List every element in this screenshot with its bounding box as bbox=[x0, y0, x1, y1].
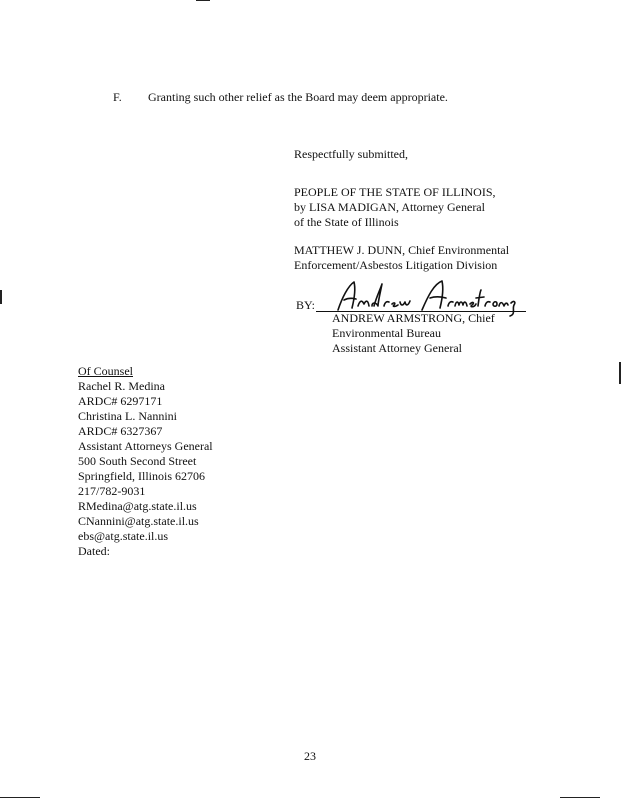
counsel-line: Christina L. Nannini bbox=[78, 409, 177, 423]
scan-mark-left bbox=[0, 290, 2, 304]
people-line: of the State of Illinois bbox=[294, 215, 399, 229]
counsel-line: ARDC# 6297171 bbox=[78, 394, 163, 408]
counsel-line: Rachel R. Medina bbox=[78, 379, 165, 393]
signer-line: Assistant Attorney General bbox=[332, 341, 462, 355]
counsel-line: Assistant Attorneys General bbox=[78, 439, 213, 453]
signer-line: Environmental Bureau bbox=[332, 326, 441, 340]
scan-mark-right bbox=[619, 362, 621, 384]
scan-mark-top bbox=[196, 0, 210, 1]
page-number: 23 bbox=[304, 749, 316, 763]
people-block bbox=[294, 185, 496, 230]
counsel-line: ARDC# 6327367 bbox=[78, 424, 163, 438]
relief-item bbox=[113, 90, 448, 104]
division-line: Enforcement/Asbestos Litigation Division bbox=[294, 258, 498, 272]
relief-letter: F. bbox=[113, 90, 122, 104]
counsel-heading: Of Counsel bbox=[78, 364, 133, 378]
dated-label: Dated: bbox=[78, 544, 110, 558]
people-line: by LISA MADIGAN, Attorney General bbox=[294, 200, 485, 214]
counsel-email: CNannini@atg.state.il.us bbox=[78, 514, 199, 528]
counsel-email: RMedina@atg.state.il.us bbox=[78, 499, 197, 513]
closing: Respectfully submitted, bbox=[294, 147, 408, 161]
division-line: MATTHEW J. DUNN, Chief Environmental bbox=[294, 243, 510, 257]
people-line: PEOPLE OF THE STATE OF ILLINOIS, bbox=[294, 185, 496, 199]
counsel-line: Springfield, Illinois 62706 bbox=[78, 469, 205, 483]
counsel-line: 500 South Second Street bbox=[78, 454, 197, 468]
counsel-line: 217/782-9031 bbox=[78, 484, 146, 498]
counsel-block bbox=[78, 364, 213, 559]
scan-mark-bottom-left bbox=[0, 797, 40, 798]
division-block bbox=[294, 243, 509, 273]
relief-text: Granting such other relief as the Board may deem appropriate. bbox=[148, 90, 448, 104]
counsel-email: ebs@atg.state.il.us bbox=[78, 529, 169, 543]
signer-block bbox=[332, 311, 495, 356]
signer-line: ANDREW ARMSTRONG, Chief bbox=[332, 311, 495, 325]
scan-mark-bottom-right bbox=[560, 797, 600, 798]
by-label: BY: bbox=[296, 298, 315, 312]
